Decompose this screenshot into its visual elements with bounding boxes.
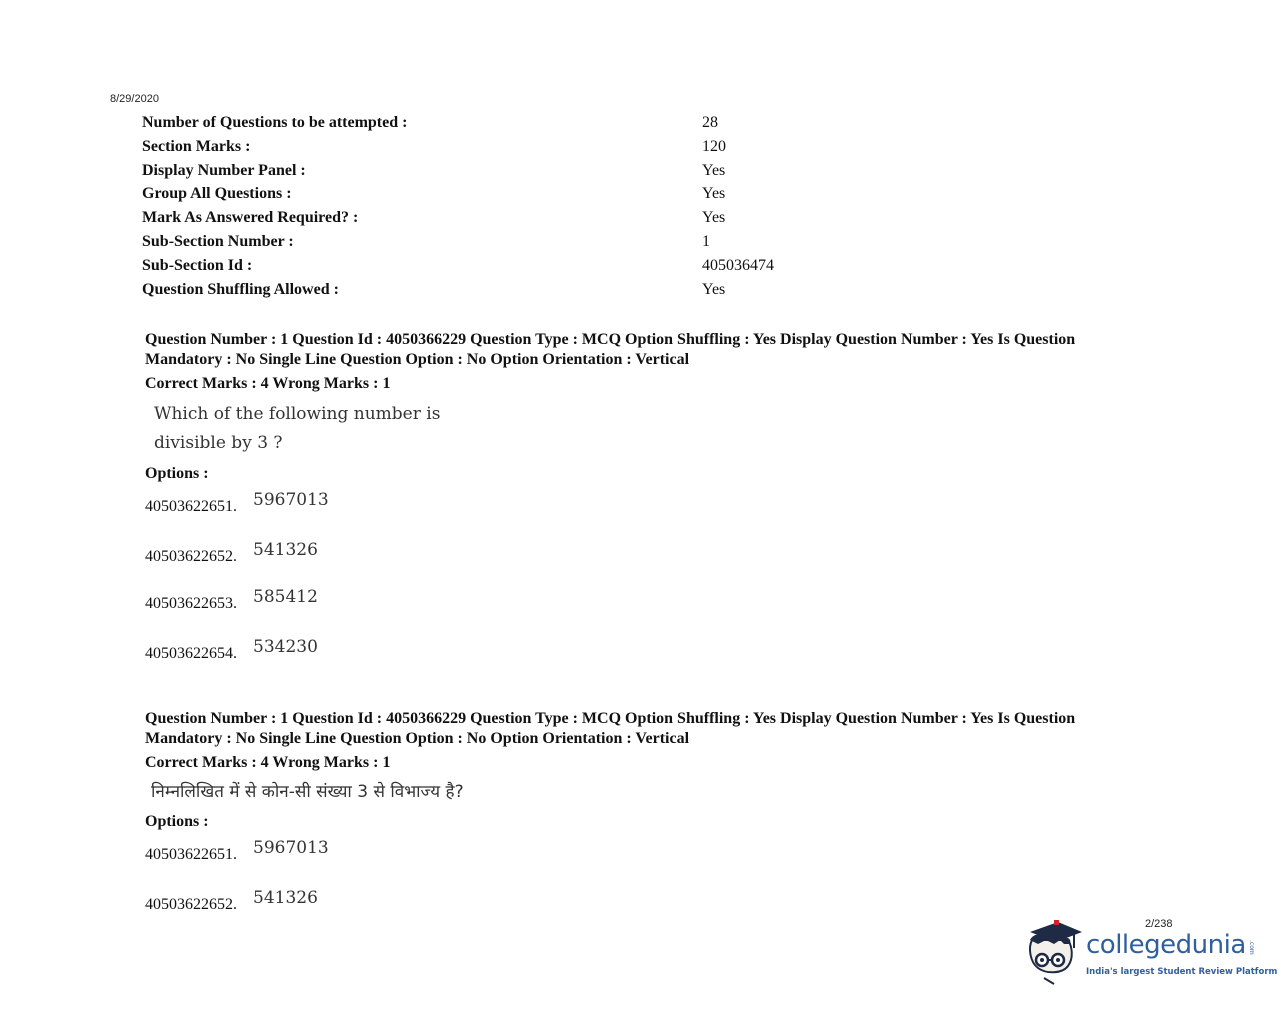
option-item xyxy=(145,587,1155,613)
page-number: 2/238 xyxy=(1145,918,1173,930)
option-value: 585412 xyxy=(253,587,318,607)
meta-row xyxy=(142,279,842,303)
question-text: Which of the following number is divisible by 3 ? xyxy=(154,404,441,453)
collegedunia-logo xyxy=(1024,918,1278,988)
option-value: 541326 xyxy=(253,540,318,560)
meta-value: 28 xyxy=(702,114,718,131)
option-id: 40503622652. xyxy=(145,548,237,565)
options-label: Options : xyxy=(145,465,209,482)
option-id: 40503622654. xyxy=(145,645,237,662)
meta-value: 1 xyxy=(702,232,710,250)
meta-label: Question Shuffling Allowed : xyxy=(142,280,339,298)
meta-label: Sub-Section Id : xyxy=(142,256,253,274)
meta-row xyxy=(142,207,842,231)
meta-label: Section Marks : xyxy=(142,137,251,155)
option-item xyxy=(145,888,1155,914)
meta-row xyxy=(142,112,842,136)
meta-value: Yes xyxy=(702,209,726,227)
meta-value: Yes xyxy=(702,161,726,179)
question-marks: Correct Marks : 4 Wrong Marks : 1 xyxy=(145,375,391,392)
option-id: 40503622651. xyxy=(145,846,237,863)
section-meta xyxy=(142,112,842,302)
meta-value: 405036474 xyxy=(702,256,774,274)
option-item xyxy=(145,838,1155,864)
option-id: 40503622651. xyxy=(145,498,237,515)
meta-label: Group All Questions : xyxy=(142,185,292,203)
meta-value: Yes xyxy=(702,280,726,298)
question-marks: Correct Marks : 4 Wrong Marks : 1 xyxy=(145,754,391,771)
meta-row xyxy=(142,255,842,279)
option-item xyxy=(145,490,1155,516)
meta-value: 120 xyxy=(702,137,726,155)
question-text: निम्नलिखित में से कोन-सी संख्या 3 से विभाज्य है? xyxy=(151,782,464,802)
option-item xyxy=(145,540,1155,566)
question-block-hindi xyxy=(145,709,1155,914)
option-value: 5967013 xyxy=(253,490,329,510)
question-block-english xyxy=(145,330,1155,663)
option-value: 534230 xyxy=(253,637,318,657)
meta-value: Yes xyxy=(702,185,726,203)
meta-label: Sub-Section Number : xyxy=(142,232,294,250)
question-header: Question Number : 1 Question Id : 4050366229 Question Type : MCQ Option Shuffling : Yes Display Question Number : Yes Is Question Mandatory : No Single Line Question Option : No Option Orientation : Vertical xyxy=(145,710,1076,747)
options-label: Options : xyxy=(145,813,209,830)
print-date: 8/29/2020 xyxy=(110,93,159,105)
logo-tagline: India's largest Student Review Platform xyxy=(1086,967,1278,977)
meta-label: Mark As Answered Required? : xyxy=(142,209,359,227)
option-id: 40503622652. xyxy=(145,896,237,913)
option-value: 541326 xyxy=(253,888,318,908)
question-header: Question Number : 1 Question Id : 4050366229 Question Type : MCQ Option Shuffling : Yes Display Question Number : Yes Is Question Mandatory : No Single Line Question Option : No Option Orientation : Vertical xyxy=(145,331,1076,368)
option-item xyxy=(145,637,1155,663)
logo-wordmark: collegedunia xyxy=(1086,930,1246,960)
logo-suffix: .com xyxy=(1248,940,1255,955)
meta-label: Number of Questions to be attempted : xyxy=(142,114,408,131)
meta-row xyxy=(142,183,842,207)
meta-row xyxy=(142,231,842,255)
option-value: 5967013 xyxy=(253,838,329,858)
meta-row xyxy=(142,136,842,160)
meta-row xyxy=(142,160,842,184)
mascot-icon xyxy=(1024,918,1086,986)
option-id: 40503622653. xyxy=(145,595,237,612)
meta-label: Display Number Panel : xyxy=(142,161,306,179)
